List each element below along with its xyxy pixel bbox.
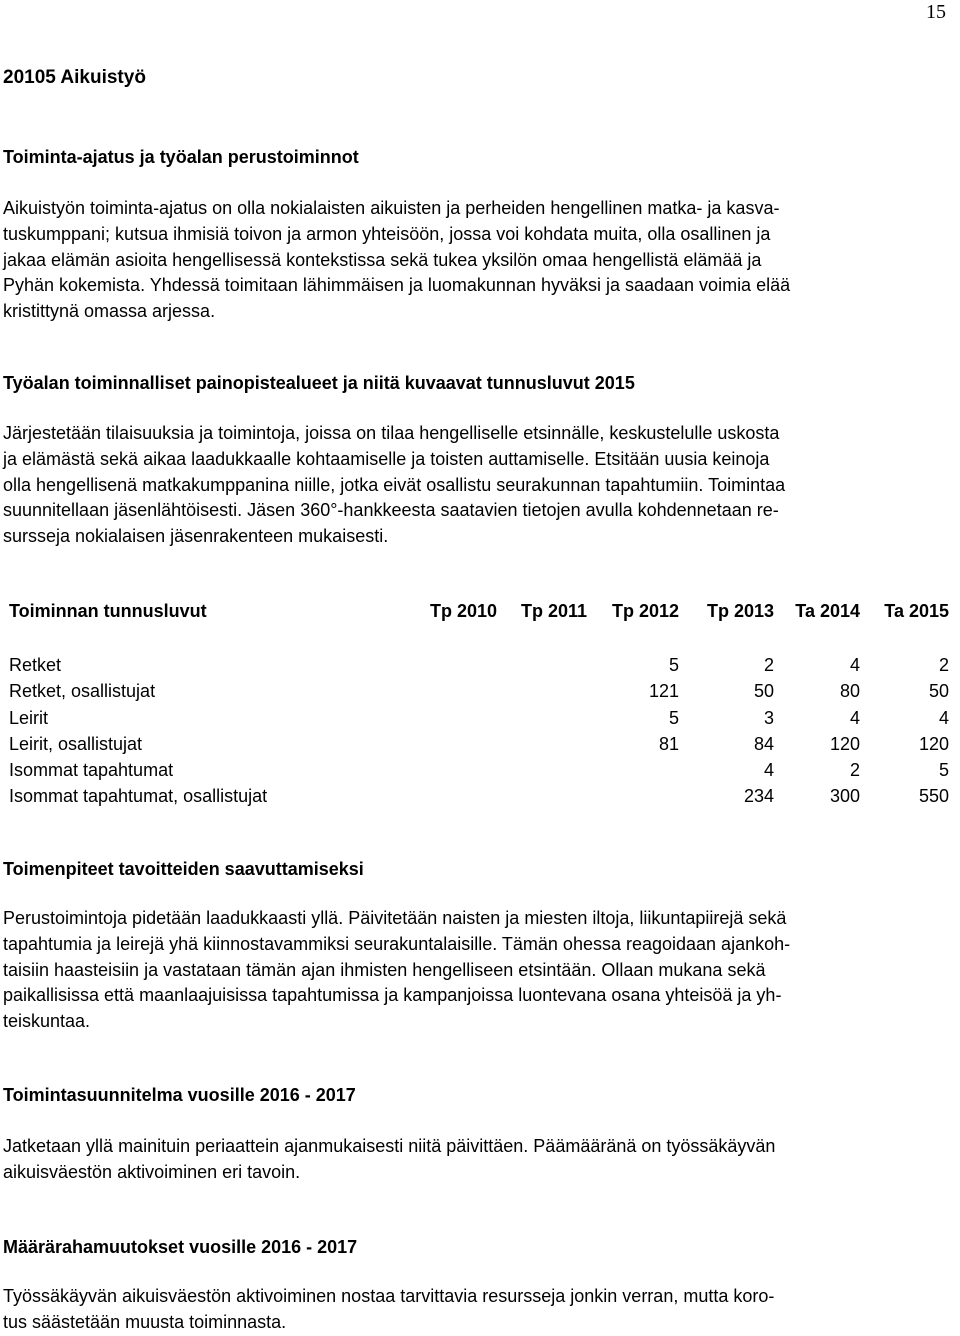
section-heading-budget-changes: Määrärahamuutokset vuosille 2016 - 2017 — [3, 1237, 358, 1257]
text-line: Perustoimintoja pidetään laadukkaasti yllä. Päivitetään naisten ja miesten iltoja, liikuntapiirejä sekä — [3, 908, 787, 928]
table-header-row — [9, 598, 949, 626]
key-figures-table — [9, 598, 949, 807]
table-cell-label: Leirit — [9, 707, 49, 728]
table-cell: 2 — [763, 655, 774, 675]
table-cell: 234 — [743, 786, 774, 807]
table-header-cell: Tp 2010 — [429, 601, 497, 621]
text-line: Järjestetään tilaisuuksia ja toimintoja, joissa on tilaa hengelliselle etsinnälle, keskustelulle uskosta — [3, 423, 780, 443]
section-heading-mission: Toiminta-ajatus ja työalan perustoiminnot — [3, 147, 359, 167]
text-line: olla hengellisenä matkakumppanina niille, jotka eivät osallistu seurakunnan tapahtumiin. Toimintaa — [3, 474, 786, 495]
text-line: sursseja nokialaisen jäsenrakenteen mukaisesti. — [3, 526, 389, 547]
table-cell-label: Retket — [9, 655, 62, 675]
table-row — [9, 678, 949, 704]
table-cell-label: Leirit, osallistujat — [9, 733, 143, 754]
table-cell: 84 — [753, 733, 774, 754]
table-cell: 81 — [658, 733, 679, 754]
text-line: teiskuntaa. — [3, 1011, 91, 1032]
table-row — [9, 652, 949, 678]
text-line: jakaa elämän asioita hengellisessä kontekstissa sekä tukea yksilön omaa hengellistä elämää ja — [3, 249, 762, 270]
table-cell: 121 — [648, 681, 679, 702]
table-cell-label: Retket, osallistujat — [9, 681, 156, 702]
table-cell: 5 — [938, 760, 949, 781]
table-cell: 3 — [763, 707, 774, 728]
paragraph-mission — [3, 196, 958, 325]
paragraph-budget-changes — [3, 1284, 958, 1336]
table-header-cell: Tp 2013 — [706, 601, 774, 621]
text-line: tuskumppani; kutsua ihmisiä toivon ja armon yhteisöön, jossa voi kohdata muita, olla osallinen ja — [3, 223, 771, 244]
table-cell: 4 — [938, 707, 949, 728]
paragraph-action-plan — [3, 1134, 958, 1186]
section-heading-action-plan: Toimintasuunnitelma vuosille 2016 - 2017 — [3, 1085, 356, 1105]
table-cell-label: Isommat tapahtumat, osallistujat — [9, 786, 268, 807]
table-header-cell: Tp 2011 — [520, 601, 587, 621]
page-title: 20105 Aikuistyö — [3, 67, 146, 88]
table-cell: 120 — [829, 733, 860, 754]
table-cell: 550 — [918, 786, 949, 807]
section-heading-measures: Toimenpiteet tavoitteiden saavuttamiseksi — [3, 859, 364, 879]
table-row — [9, 783, 949, 809]
table-body — [9, 652, 949, 810]
table-cell-label: Isommat tapahtumat — [9, 760, 174, 781]
table-cell: 2 — [938, 655, 949, 675]
text-line: suunnitellaan jäsenlähtöisesti. Jäsen 360°-hankkeesta saatavien tietojen avulla kohdennetaan re- — [3, 500, 779, 521]
table-cell: 2 — [849, 760, 860, 781]
table-header-cell: Ta 2014 — [795, 601, 860, 621]
text-line: paikallisissa että maanlaajuisissa tapahtumissa ja kampanjoissa luontevana osana yhteisöä ja yh- — [3, 985, 782, 1006]
paragraph-focus-areas — [3, 421, 958, 550]
page-number: 15 — [926, 1, 946, 23]
table-cell: 5 — [668, 655, 679, 675]
table-cell: 4 — [763, 760, 774, 781]
text-line: tapahtumia ja leirejä yhä kiinnostavammiksi seurakuntalaisille. Tämän ohessa reagoidaan ajankoh- — [3, 933, 791, 954]
text-line: taisiin haasteisiin ja vastataan tämän ajan ihmisten hengelliseen etsintään. Ollaan mukana sekä — [3, 959, 766, 980]
text-line: Aikuistyön toiminta-ajatus on olla nokialaisten aikuisten ja perheiden hengellinen matka- ja kasva- — [3, 198, 780, 218]
text-line: aikuisväestön aktivoiminen eri tavoin. — [3, 1161, 301, 1182]
text-line: Jatketaan yllä mainituin periaattein ajanmukaisesti niitä päivittäen. Päämääränä on työssäkäyvän — [3, 1136, 776, 1156]
table-header-cell: Tp 2012 — [611, 601, 679, 621]
paragraph-measures — [3, 906, 958, 1035]
text-line: Pyhän kokemista. Yhdessä toimitaan lähimmäisen ja luomakunnan hyväksi ja saadaan voimia elää — [3, 275, 791, 296]
table-row — [9, 757, 949, 783]
table-cell: 4 — [849, 655, 860, 675]
table-cell: 120 — [918, 733, 949, 754]
text-line: ja elämästä sekä aikaa laadukkaalle kohtaamiselle ja toisten auttamiselle. Etsitään uusia keinoja — [3, 448, 770, 469]
table-cell: 4 — [849, 707, 860, 728]
table-cell: 5 — [668, 707, 679, 728]
table-cell: 80 — [839, 681, 860, 702]
table-header-cell: Ta 2015 — [884, 601, 949, 621]
table-header-cell: Toiminnan tunnusluvut — [9, 601, 207, 621]
table-row — [9, 731, 949, 757]
table-cell: 50 — [753, 681, 774, 702]
table-row — [9, 705, 949, 731]
text-line: tus säästetään muusta toiminnasta. — [3, 1311, 287, 1332]
text-line: Työssäkäyvän aikuisväestön aktivoiminen nostaa tarvittavia resursseja jonkin verran, mutta koro- — [3, 1286, 775, 1306]
table-cell: 300 — [829, 786, 860, 807]
text-line: kristittynä omassa arjessa. — [3, 301, 216, 322]
section-heading-focus-areas: Työalan toiminnalliset painopistealueet ja niitä kuvaavat tunnusluvut 2015 — [3, 373, 635, 393]
table-cell: 50 — [928, 681, 949, 702]
